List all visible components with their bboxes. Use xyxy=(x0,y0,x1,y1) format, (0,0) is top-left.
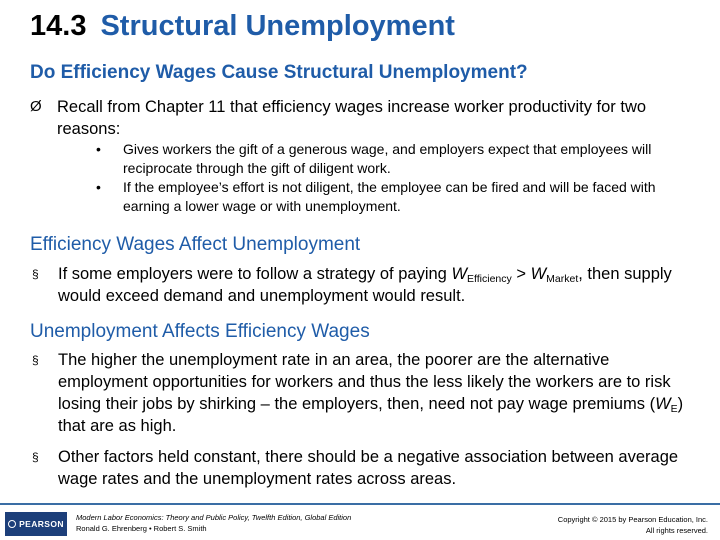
book-title: Modern Labor Economics: Theory and Public Policy, Twelfth Edition, Global Edition xyxy=(76,513,352,522)
text-part: If some employers were to follow a strategy of paying xyxy=(58,265,452,283)
list-item xyxy=(96,140,706,178)
subscript-market: Market xyxy=(546,273,579,285)
subscript-efficiency: Efficiency xyxy=(467,273,512,285)
logo-text: PEARSON xyxy=(19,519,64,529)
reason-text: If the employee’s effort is not diligent, the employee can be fired and will be faced with earning a lower wage or with unemployment. xyxy=(123,179,656,214)
square-bullet-icon: § xyxy=(32,353,39,367)
pearson-mark-icon xyxy=(8,520,16,528)
bullet-text: Other factors held constant, there should be a negative association between average wage rates and the unemployment rates across areas. xyxy=(58,448,679,488)
rights-text: All rights reserved. xyxy=(645,526,708,535)
text-part: > xyxy=(511,265,531,283)
slide-subtitle: Do Efficiency Wages Cause Structural Unemployment? xyxy=(30,62,528,83)
bullet-text xyxy=(30,349,702,437)
text-part: The higher the unemployment rate in an area, the poorer are the alternative employment opportunities for workers and thus the less likely the workers are to risk losing their jobs by shirking – the employers, then, need not pay wage premiums ( xyxy=(58,351,671,413)
footer-divider xyxy=(0,503,720,505)
efficiency-wage-bullet xyxy=(30,263,702,307)
wage-symbol: W xyxy=(530,265,547,283)
book-authors: Ronald G. Ehrenberg • Robert S. Smith xyxy=(76,524,207,533)
dot-bullet-icon: • xyxy=(96,141,101,157)
copyright-text: Copyright © 2015 by Pearson Education, Inc. xyxy=(557,515,708,524)
footer-book-info xyxy=(76,512,351,534)
reasons-list xyxy=(96,140,706,216)
bullet-text xyxy=(30,263,702,307)
section-heading-unemployment-affects-wages: Unemployment Affects Efficiency Wages xyxy=(30,321,370,342)
square-bullet-icon: § xyxy=(32,267,39,281)
title-text: Structural Unemployment xyxy=(100,10,455,42)
recall-bullet xyxy=(30,96,700,140)
dot-bullet-icon: • xyxy=(96,179,101,195)
text-part: , then supply would exceed demand and unemployment would result. xyxy=(58,265,672,305)
text-part: ) that are as high. xyxy=(58,395,684,435)
section-number: 14.3 xyxy=(30,10,87,42)
slide-title xyxy=(30,8,455,44)
recall-text: Recall from Chapter 11 that efficiency wages increase worker productivity for two reasons: xyxy=(57,98,647,138)
unemployment-rate-bullet xyxy=(30,349,702,437)
pearson-logo xyxy=(5,512,67,536)
section-heading-wages-affect-unemployment: Efficiency Wages Affect Unemployment xyxy=(30,234,361,255)
arrow-bullet-icon: Ø xyxy=(30,98,42,115)
wage-symbol: W xyxy=(655,395,671,413)
subscript-e: E xyxy=(670,403,678,415)
list-item xyxy=(96,178,706,216)
reason-text: Gives workers the gift of a generous wage, and employers expect that employees will reciprocate through the gift of diligent work. xyxy=(123,141,652,176)
negative-association-bullet xyxy=(30,446,702,490)
wage-symbol: W xyxy=(451,265,468,283)
footer-copyright xyxy=(558,514,708,536)
square-bullet-icon: § xyxy=(32,450,39,464)
